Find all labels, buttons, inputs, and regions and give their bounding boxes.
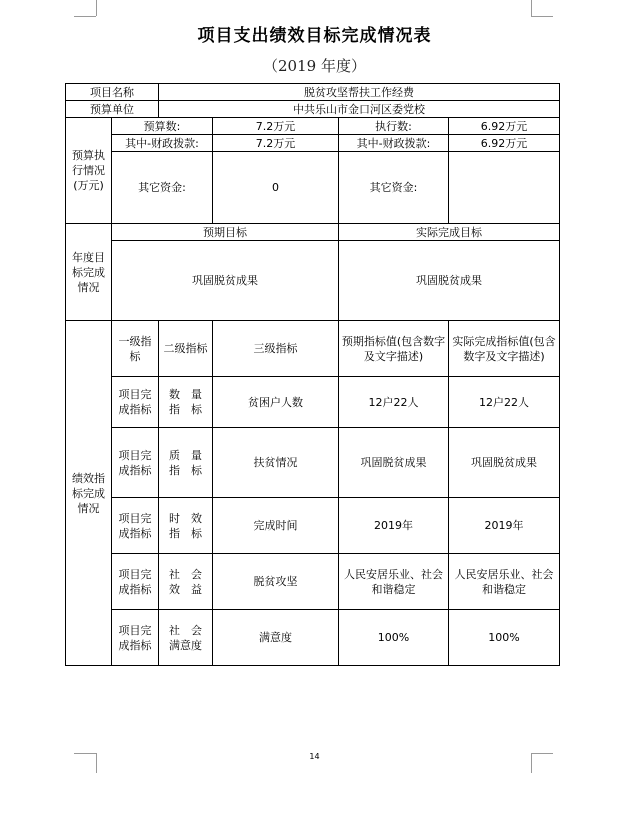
fiscal-value-left: 7.2万元	[213, 135, 339, 152]
budget-unit-value: 中共乐山市金口河区委党校	[159, 101, 560, 118]
row-level1: 项目完成指标	[112, 610, 159, 666]
row-level2	[159, 498, 213, 554]
row-expected: 2019年	[339, 498, 449, 554]
row-level2-line2: 效 益	[169, 582, 202, 596]
performance-table	[65, 83, 560, 666]
other-label-left: 其它资金:	[112, 152, 213, 224]
project-name-row	[66, 84, 560, 101]
annual-header-row	[66, 224, 560, 241]
actual-goal-header: 实际完成目标	[339, 224, 560, 241]
row-actual: 100%	[449, 610, 560, 666]
expected-goal-header: 预期目标	[112, 224, 339, 241]
other-label-right: 其它资金:	[339, 152, 449, 224]
planned-label: 预算数:	[112, 118, 213, 135]
fiscal-label-left: 其中-财政拨款:	[112, 135, 213, 152]
row-level3: 脱贫攻坚	[213, 554, 339, 610]
row-level3: 完成时间	[213, 498, 339, 554]
table-row	[66, 554, 560, 610]
row-actual: 2019年	[449, 498, 560, 554]
row-expected: 12户22人	[339, 377, 449, 428]
other-value-right	[449, 152, 560, 224]
row-level2-line1: 时 效	[169, 511, 202, 525]
fiscal-value-right: 6.92万元	[449, 135, 560, 152]
row-level2-line1: 数 量	[169, 388, 202, 401]
page-number: 14	[309, 752, 320, 761]
row-level2	[159, 554, 213, 610]
project-name-value: 脱贫攻坚帮扶工作经费	[159, 84, 560, 101]
row-actual: 人民安居乐业、社会和谐稳定	[449, 554, 560, 610]
row-level2-line1: 社 会	[169, 567, 202, 581]
indicator-header-row	[66, 321, 560, 377]
row-expected: 巩固脱贫成果	[339, 428, 449, 498]
crop-mark-top-left-h	[74, 16, 96, 17]
crop-mark-top-left-v	[96, 0, 97, 16]
budget-other-row	[66, 152, 560, 224]
row-actual: 12户22人	[449, 377, 560, 428]
budget-section-label: 预算执行情况(万元)	[66, 118, 112, 224]
row-level1: 项目完成指标	[112, 377, 159, 428]
row-level2-line2: 满意度	[169, 638, 202, 652]
row-level1: 项目完成指标	[112, 554, 159, 610]
table-row	[66, 498, 560, 554]
level2-header: 二级指标	[159, 321, 213, 377]
other-value-left: 0	[213, 152, 339, 224]
crop-mark-top-right-v	[531, 0, 532, 16]
budget-unit-label: 预算单位	[66, 101, 159, 118]
row-expected: 人民安居乐业、社会和谐稳定	[339, 554, 449, 610]
row-level2-line2: 指 标	[169, 526, 202, 540]
row-level2	[159, 377, 213, 428]
row-level3: 贫困户人数	[213, 377, 339, 428]
executed-value: 6.92万元	[449, 118, 560, 135]
level3-header: 三级指标	[213, 321, 339, 377]
row-level2-line2: 指 标	[169, 403, 202, 416]
row-expected: 100%	[339, 610, 449, 666]
row-level2-line1: 社 会	[169, 623, 202, 637]
row-level1: 项目完成指标	[112, 428, 159, 498]
row-level2-line2: 指 标	[169, 463, 202, 477]
row-level3: 满意度	[213, 610, 339, 666]
row-level3: 扶贫情况	[213, 428, 339, 498]
year-subtitle: （2019 年度）	[263, 57, 366, 75]
annual-content-row	[66, 241, 560, 321]
project-name-label: 项目名称	[66, 84, 159, 101]
crop-mark-top-right-h	[531, 16, 553, 17]
budget-planned-row	[66, 118, 560, 135]
expected-value-header: 预期指标值(包含数字及文字描述)	[339, 321, 449, 377]
table-row	[66, 610, 560, 666]
actual-goal-text: 巩固脱贫成果	[339, 241, 560, 321]
page-title: 项目支出绩效目标完成情况表	[197, 26, 432, 46]
row-level2	[159, 428, 213, 498]
row-level2	[159, 610, 213, 666]
executed-label: 执行数:	[339, 118, 449, 135]
budget-unit-row	[66, 101, 560, 118]
row-actual: 巩固脱贫成果	[449, 428, 560, 498]
fiscal-label-right: 其中-财政拨款:	[339, 135, 449, 152]
level1-header: 一级指标	[112, 321, 159, 377]
performance-section-label: 绩效指标完成情况	[66, 321, 112, 666]
budget-fiscal-row	[66, 135, 560, 152]
planned-value: 7.2万元	[213, 118, 339, 135]
row-level2-line1: 质 量	[169, 448, 202, 462]
table-row	[66, 428, 560, 498]
table-row	[66, 377, 560, 428]
actual-value-header: 实际完成指标值(包含数字及文字描述)	[449, 321, 560, 377]
annual-section-label: 年度目标完成情况	[66, 224, 112, 321]
row-level1: 项目完成指标	[112, 498, 159, 554]
expected-goal-text: 巩固脱贫成果	[112, 241, 339, 321]
